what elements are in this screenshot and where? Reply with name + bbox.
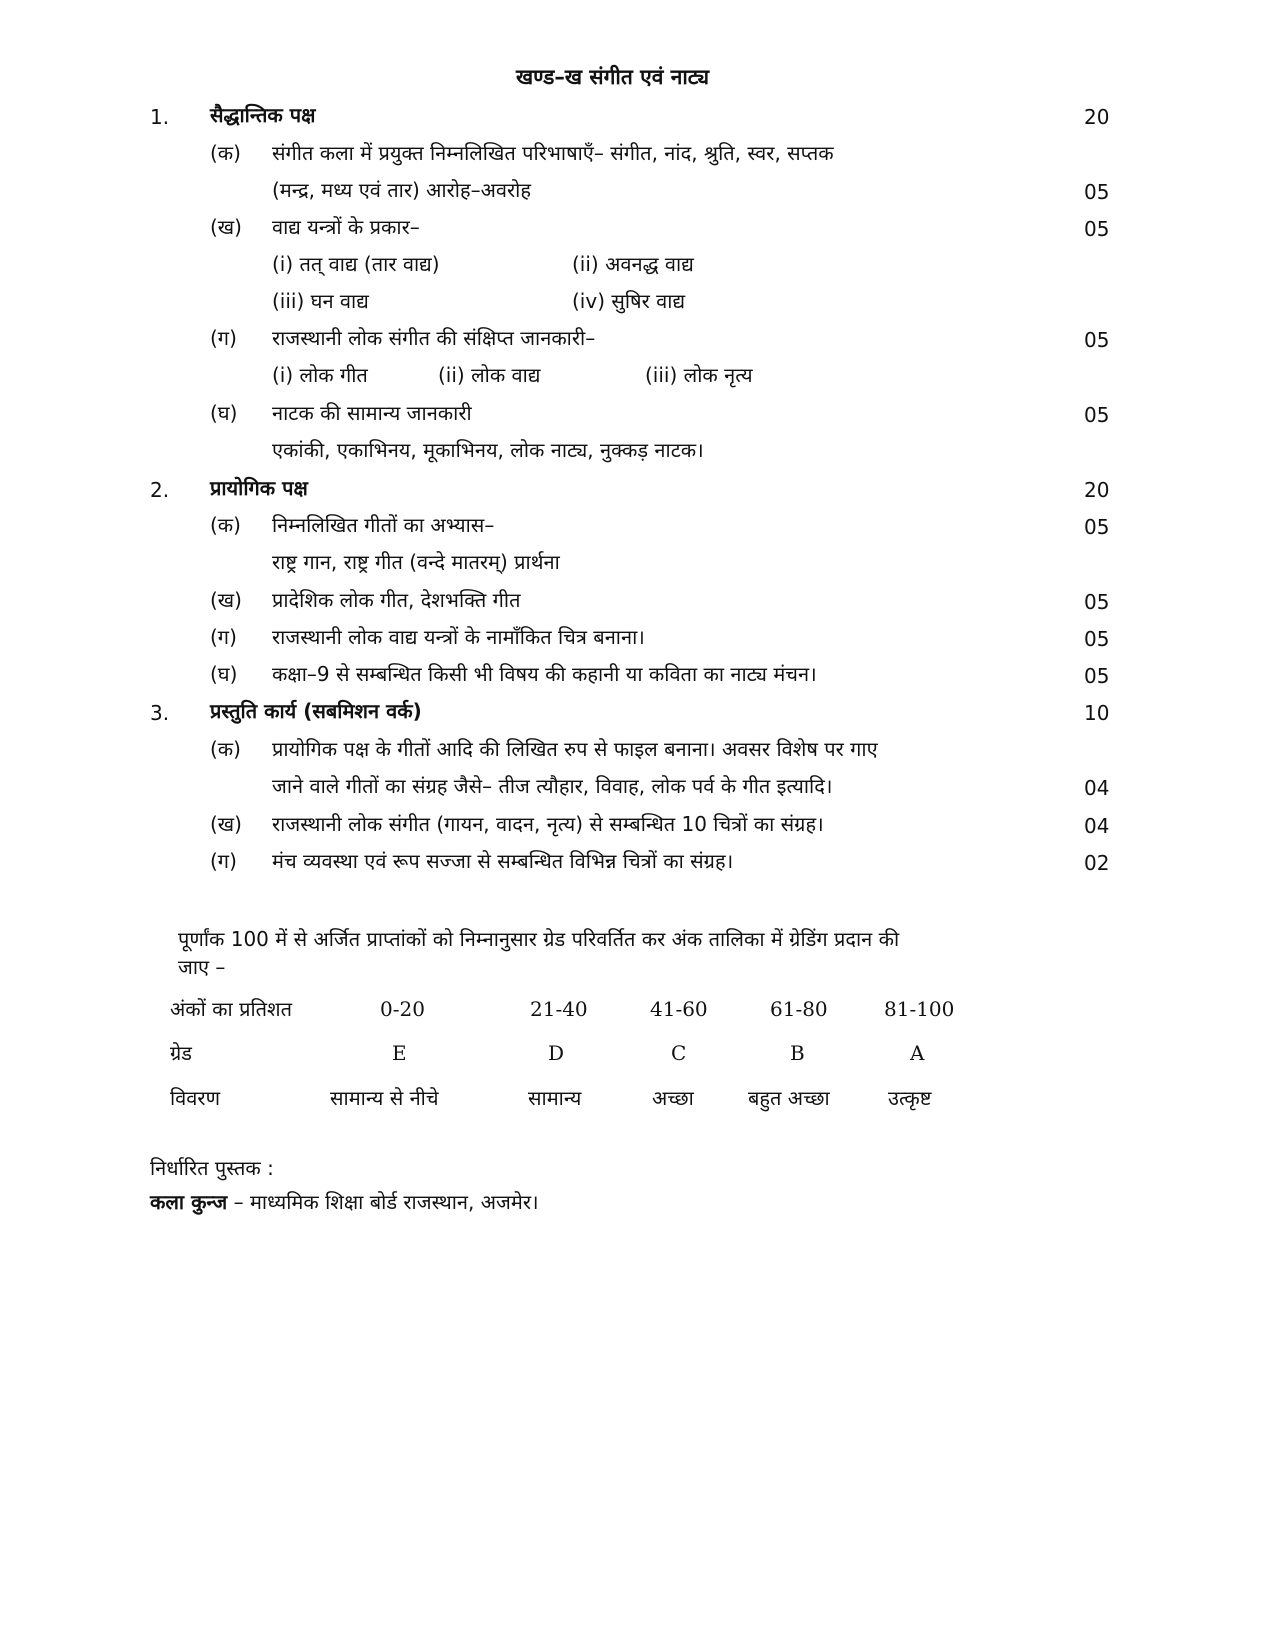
grade-cell: 41-60 <box>650 997 708 1021</box>
item-text: एकांकी, एकाभिनय, मूकाभिनय, लोक नाट्य, नुक्कड़ नाटक। <box>272 438 704 462</box>
section-number: 2. <box>150 478 170 502</box>
item-text: प्रादेशिक लोक गीत, देशभक्ति गीत <box>272 588 521 612</box>
item-marks: 05 <box>1084 627 1110 651</box>
section-marks: 20 <box>1084 478 1110 502</box>
section-number: 1. <box>150 105 170 129</box>
grade-cell: C <box>671 1041 687 1065</box>
item-label: (ख) <box>210 812 242 836</box>
grade-row-label: विवरण <box>170 1086 221 1110</box>
grade-cell: 81-100 <box>884 997 955 1021</box>
grading-intro: पूर्णांक 100 में से अर्जित प्राप्तांकों को निम्नानुसार ग्रेड परिवर्तित कर अंक तालिका में ग्रेडिंग प्रदान की <box>178 927 900 951</box>
item-marks: 04 <box>1084 776 1110 800</box>
grade-cell: 0-20 <box>380 997 425 1021</box>
item-label: (क) <box>210 141 241 165</box>
item-label: (ग) <box>210 625 237 649</box>
grade-cell: A <box>910 1041 925 1065</box>
item-marks: 04 <box>1084 814 1110 838</box>
item-text: संगीत कला में प्रयुक्त निम्नलिखित परिभाषाएँ– संगीत, नांद, श्रुति, स्वर, सप्तक <box>272 141 834 165</box>
item-label: (घ) <box>210 662 238 686</box>
grade-cell: E <box>392 1041 407 1065</box>
section-title: सैद्धान्तिक पक्ष <box>210 103 316 127</box>
item-text: निम्नलिखित गीतों का अभ्यास– <box>272 513 495 537</box>
item-text: कक्षा–9 से सम्बन्धित किसी भी विषय की कहानी या कविता का नाट्य मंचन। <box>272 662 817 686</box>
sub-item: (i) लोक गीत <box>272 363 368 387</box>
item-text: वाद्य यन्त्रों के प्रकार– <box>272 215 420 239</box>
book-title: कला कुन्ज <box>150 1190 228 1214</box>
item-label: (क) <box>210 737 241 761</box>
item-marks: 05 <box>1084 217 1110 241</box>
grade-cell: बहुत अच्छा <box>748 1086 830 1110</box>
book-publisher: – माध्यमिक शिक्षा बोर्ड राजस्थान, अजमेर। <box>227 1190 539 1214</box>
item-marks: 05 <box>1084 403 1110 427</box>
grading-intro: जाए – <box>178 955 226 979</box>
section-marks: 10 <box>1084 701 1110 725</box>
grade-cell: 61-80 <box>770 997 828 1021</box>
item-label: (ख) <box>210 588 242 612</box>
sub-item: (iii) लोक नृत्य <box>645 363 753 387</box>
grade-row-label: ग्रेड <box>170 1041 192 1065</box>
section-title: प्रायोगिक पक्ष <box>210 476 308 500</box>
item-label: (ग) <box>210 849 237 873</box>
prescribed-book-line <box>150 1192 539 1212</box>
item-label: (क) <box>210 513 241 537</box>
sub-item: (iii) घन वाद्य <box>272 289 369 313</box>
item-text: राजस्थानी लोक वाद्य यन्त्रों के नामाँकित चित्र बनाना। <box>272 625 645 649</box>
item-marks: 05 <box>1084 328 1110 352</box>
item-marks: 05 <box>1084 515 1110 539</box>
prescribed-heading: निर्धारित पुस्तक : <box>150 1156 274 1180</box>
section-title: प्रस्तुति कार्य (सबमिशन वर्क) <box>210 699 422 723</box>
item-label: (घ) <box>210 401 238 425</box>
grade-cell: 21-40 <box>530 997 588 1021</box>
item-marks: 05 <box>1084 590 1110 614</box>
item-marks: 02 <box>1084 851 1110 875</box>
item-text: प्रायोगिक पक्ष के गीतों आदि की लिखित रुप से फाइल बनाना। अवसर विशेष पर गाए <box>272 737 878 761</box>
item-text: मंच व्यवस्था एवं रूप सज्जा से सम्बन्धित विभिन्न चित्रों का संग्रह। <box>272 849 734 873</box>
section-marks: 20 <box>1084 105 1110 129</box>
page-title: खण्ड–ख संगीत एवं नाट्य <box>516 65 710 89</box>
item-text: राजस्थानी लोक संगीत की संक्षिप्त जानकारी– <box>272 326 596 350</box>
grade-cell: सामान्य <box>528 1086 582 1110</box>
grade-cell: उत्कृष्ट <box>888 1086 932 1110</box>
item-marks: 05 <box>1084 664 1110 688</box>
item-text: राष्ट्र गान, राष्ट्र गीत (वन्दे मातरम्) प्रार्थना <box>272 550 560 574</box>
sub-item: (i) तत् वाद्य (तार वाद्य) <box>272 252 440 276</box>
item-label: (ख) <box>210 215 242 239</box>
item-text: राजस्थानी लोक संगीत (गायन, वादन, नृत्य) से सम्बन्धित 10 चित्रों का संग्रह। <box>272 812 824 836</box>
sub-item: (iv) सुषिर वाद्य <box>572 289 686 313</box>
grade-row-label: अंकों का प्रतिशत <box>170 997 293 1021</box>
item-label: (ग) <box>210 326 237 350</box>
item-text: (मन्द्र, मध्य एवं तार) आरोह–अवरोह <box>272 178 531 202</box>
item-text: नाटक की सामान्य जानकारी <box>272 401 472 425</box>
sub-item: (ii) अवनद्ध वाद्य <box>572 252 694 276</box>
grade-cell: सामान्य से नीचे <box>330 1086 439 1110</box>
item-text: जाने वाले गीतों का संग्रह जैसे– तीज त्यौहार, विवाह, लोक पर्व के गीत इत्यादि। <box>272 774 833 798</box>
grade-cell: D <box>548 1041 565 1065</box>
section-number: 3. <box>150 701 170 725</box>
grade-cell: अच्छा <box>652 1086 694 1110</box>
sub-item: (ii) लोक वाद्य <box>438 363 541 387</box>
grade-cell: B <box>790 1041 805 1065</box>
item-marks: 05 <box>1084 180 1110 204</box>
